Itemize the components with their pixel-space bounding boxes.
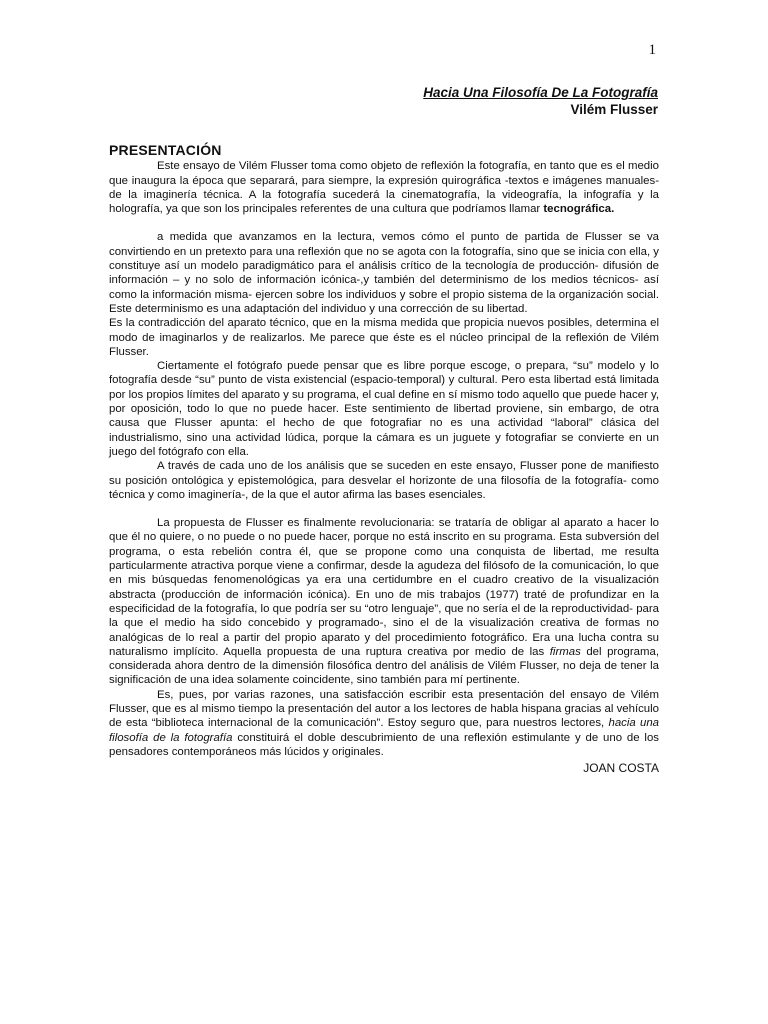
signature: JOAN COSTA — [583, 761, 659, 776]
paragraph-7 — [109, 688, 659, 759]
paragraph-4: Ciertamente el fotógrafo puede pensar que es libre porque escoge, o prepara, “su” modelo y lo fotografía desde “su” punto de vista existencial (espacio-temporal) y cultural. Pero esta libertad está limitada por los propios límites del aparato y su programa, el cual define en sí mismo todo aquello que puede hacer y, por oposición, todo lo que no puede hacer. Este sentimiento de libertad proviene, sin embargo, de otra causa que Flusser apunta: el hecho de que fotografiar no es una actividad “laboral” clásica del industrialismo, sino una actividad lúdica, porque la cámara es un juguete y fotografiar se convierte en un juego del fotógrafo con ella. — [109, 360, 660, 458]
section-heading: PRESENTACIÓN — [109, 142, 222, 158]
book-title: Hacia Una Filosofía De La Fotografía — [423, 85, 658, 100]
paragraph-7-text-a: Es, pues, por varias razones, una satisfacción escribir esta presentación del ensayo de Vilém Flusser, que es al mismo tiempo la presentación del autor a los lectores de habla hispana gracias al vehículo de esta “biblioteca internacional de la comunicación”. Estoy seguro que, para nuestros lectores, — [109, 688, 659, 730]
page-number: 1 — [648, 42, 656, 58]
paragraph-1-text: Este ensayo de Vilém Flusser toma como objeto de reflexión la fotografía, en tanto que es el medio que inaugura la época que separará, para siempre, la expresión quirográfica -textos e imágenes manuales- de la imaginería técnica. A la fotografía sucederá la cinematografía, la videografía, la infografía y la holografía, ya que son los principales referentes de una cultura que podríamos llamar — [109, 160, 659, 216]
book-author: Vilém Flusser — [570, 102, 658, 117]
paragraph-1 — [109, 159, 659, 216]
paragraph-6-text-a: La propuesta de Flusser es finalmente revolucionaria: se trataría de obligar al aparato a hacer lo que él no quiere, o no puede o no puede hacer, porque no está inscrito en su programa. Esta subversión del programa, o esta rebelión contra él, que se propone como una conquista de libertad, me resulta particularmente atractiva porque viene a confirmar, desde la agudeza del filósofo de la comunicación, lo que en mis búsquedas fenomenológicas ya era una certidumbre en el cuadro creativo de la visualización abstracta (producción de información icónica). En uno de mis trabajos (1977) traté de profundizar en la especificidad de la fotografía, lo que podría ser su “otro lenguaje”, que no sería el de la reproductividad- para la que el medio ha sido concebido y programado-, sino el de la visualización creativa de formas no analógicas de lo real a partir del propio aparato y del procedimiento fotográfico. Era una lucha contra su naturalismo implícito. Aquella propuesta de una ruptura creativa por medio de las — [109, 517, 659, 658]
paragraph-6-italic: firmas — [549, 645, 581, 658]
paragraph-3: Es la contradicción del aparato técnico, que en la misma medida que propicia nuevos posibles, determina el modo de imaginarlos y de realizarlos. Me parece que éste es el núcleo principal de la reflexión de Vilém Flusser. — [109, 317, 659, 358]
document-header — [423, 84, 658, 118]
paragraph-6 — [109, 516, 659, 688]
paragraph-6-text-b: del programa, considerada ahora dentro de la dimensión filosófica dentro del análisis de Vilém Flusser, no deja de tener la significación de una idea solamente coincidente, sino también para mí pertinente. — [109, 645, 659, 687]
paragraph-2: a medida que avanzamos en la lectura, vemos cómo el punto de partida de Flusser se va convirtiendo en un pretexto para una reflexión que no se agota con la fotografía, sino que se inicia con ella, y constituye así un modelo paradigmático para el análisis crítico de la tecnología de producción- difusión de información – y no solo de información icónica-,y también del determinismo de los medios técnicos- así como la información misma- ejercen sobre los individuos y sobre el propio sistema de la organización social. Este determinismo es una adaptación del individuo y una corrección de su libertad. — [109, 231, 659, 315]
paragraph-7-text-b: constituirá el doble descubrimiento de una reflexión estimulante y de uno de los pensadores contemporáneos más lúcidos y originales. — [109, 731, 659, 758]
paragraph-1-bold-term: tecnográfica. — [543, 203, 615, 216]
paragraph-7-italic: hacia una filosofía de la fotografía — [109, 717, 659, 744]
paragraph-5: A través de cada uno de los análisis que se suceden en este ensayo, Flusser pone de manifiesto su posición ontológica y epistemológica, para desvelar el horizonte de una filosofía de la fotografía- como técnica y como imaginería-, de la que el autor afirma las bases esenciales. — [109, 460, 659, 501]
document-body — [109, 143, 659, 775]
